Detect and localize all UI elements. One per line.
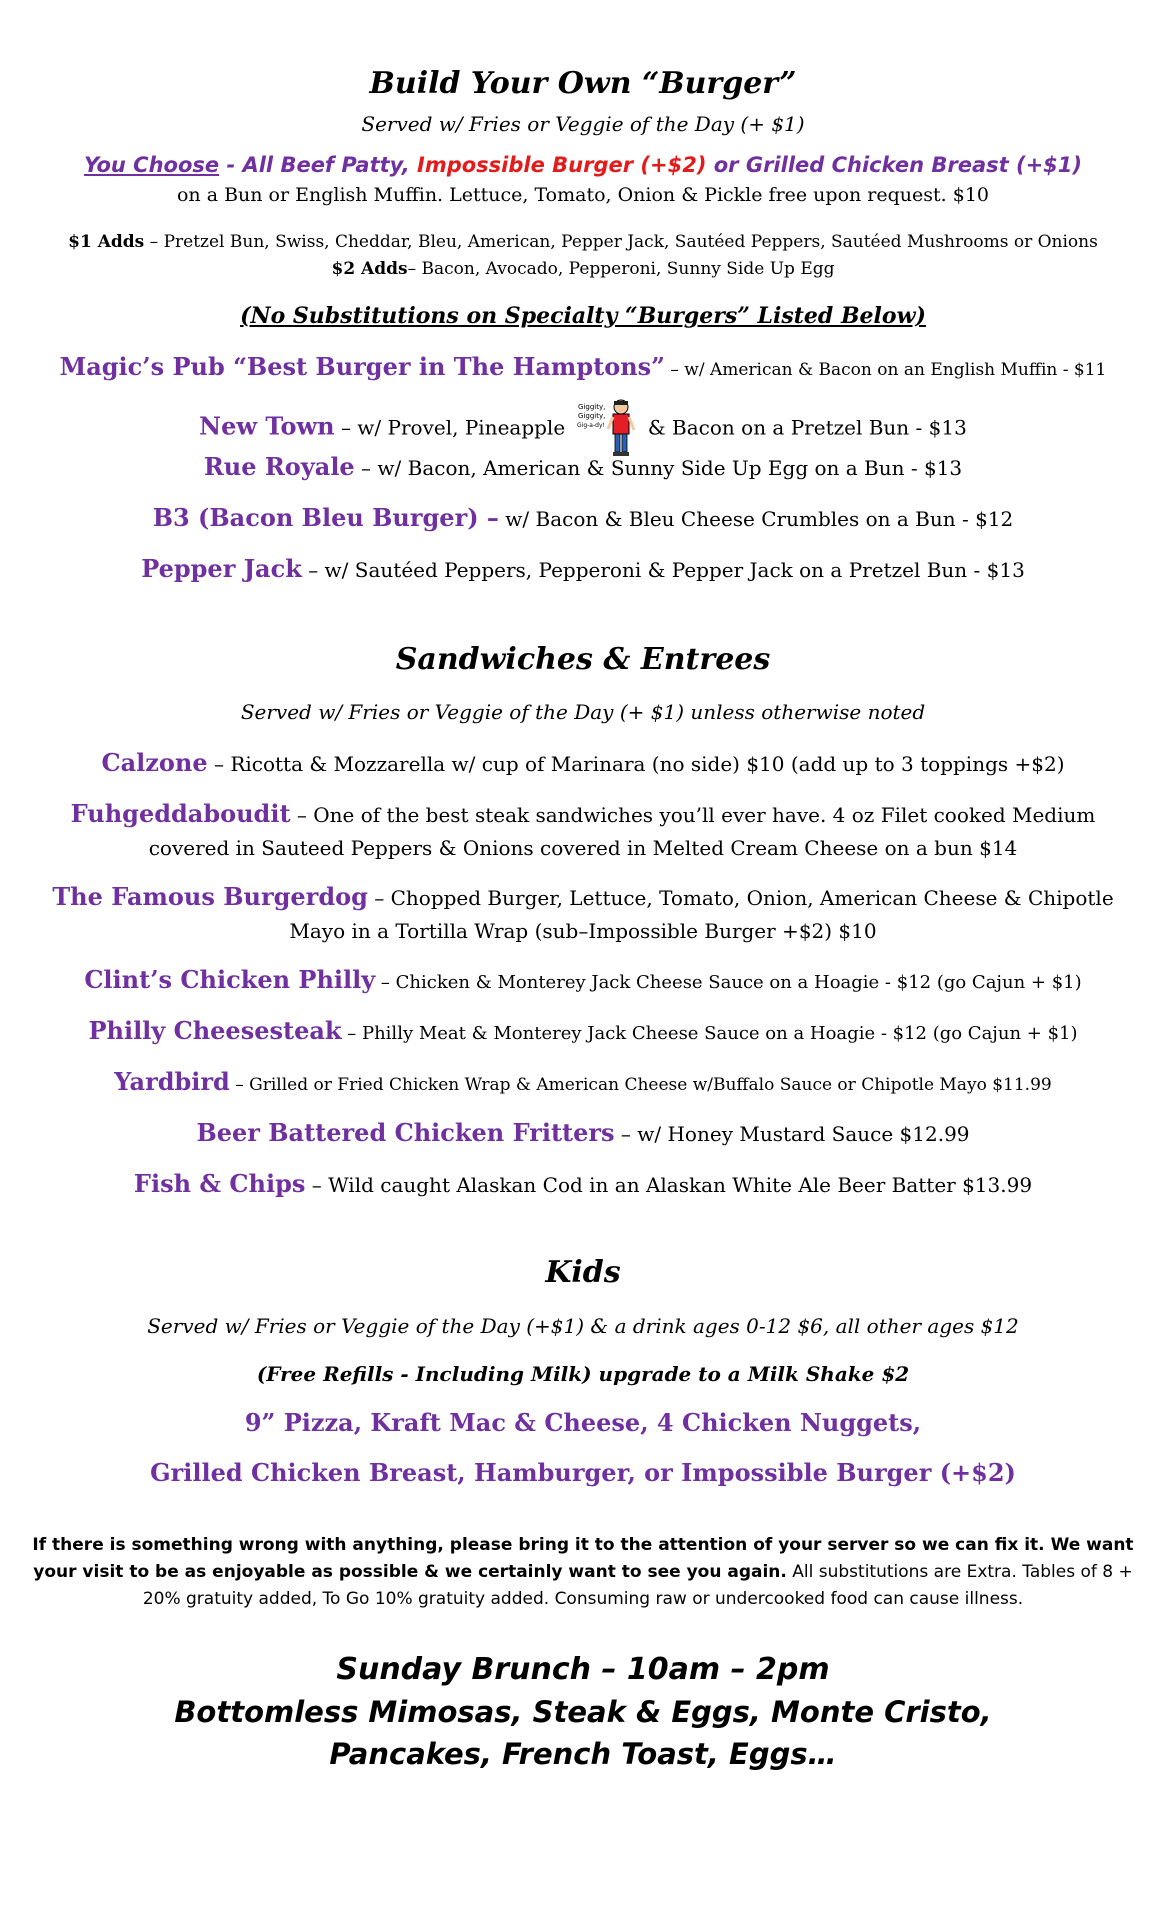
burger-served-note: Served w/ Fries or Veggie of the Day (+ $1) (361, 112, 805, 136)
kids-items-line-1: 9” Pizza, Kraft Mac & Cheese, 4 Chicken Nuggets, (244, 1408, 922, 1437)
no-substitutions-note: (No Substitutions on Specialty “Burgers” Listed Below) (240, 303, 926, 329)
item-desc: w/ Bacon & Bleu Cheese Crumbles on a Bun - $12 (498, 507, 1014, 531)
svg-text:Giggity,: Giggity, (577, 412, 605, 420)
you-choose-label: You Choose (83, 153, 220, 177)
svg-text:Gig-a-dy!: Gig-a-dy! (576, 422, 605, 429)
menu-item (0, 963, 1166, 999)
burger-choice-line (0, 153, 1166, 177)
menu-item (0, 746, 1166, 781)
item-desc: – Philly Meat & Monterey Jack Cheese Sauce on a Hoagie - $12 (go Cajun + $1) (341, 1023, 1078, 1044)
house-policy-notice (22, 1532, 1144, 1613)
impossible-burger-option: Impossible Burger (+$2) (417, 153, 707, 177)
menu-item (0, 1065, 1166, 1102)
item-desc-continued: Mayo in a Tortilla Wrap (sub–Impossible Burger +$2) $10 (289, 919, 877, 943)
server-notice-bold: If there is something wrong with anything, please bring it to the attention of your server so we can fix it. We want your visit to be as enjoyable as possible & we certainly want to see you again. (32, 1535, 1134, 1582)
item-name: Fish & Chips (133, 1169, 306, 1198)
item-desc-continued: covered in Sauteed Peppers & Onions covered in Melted Cream Cheese on a bun $14 (148, 836, 1018, 860)
brunch-items-line-1: Bottomless Mimosas, Steak & Eggs, Monte Cristo, (174, 1695, 992, 1729)
two-dollar-adds (0, 259, 1166, 279)
menu-item (0, 1116, 1166, 1151)
item-name: Magic’s Pub “Best Burger in The Hamptons” (59, 352, 665, 381)
kids-refills-note: (Free Refills - Including Milk) upgrade to a Milk Shake $2 (256, 1362, 910, 1386)
one-dollar-adds-text: – Pretzel Bun, Swiss, Cheddar, Bleu, American, Pepper Jack, Sautéed Peppers, Sautéed Mushrooms or Onions (144, 232, 1098, 252)
menu-item (0, 797, 1166, 865)
bun-line: on a Bun or English Muffin. Lettuce, Tomato, Onion & Pickle free upon request. $10 (176, 184, 989, 206)
item-desc: – w/ Provel, Pineapple (334, 415, 572, 440)
gratuity-notice: All substitutions are Extra. Tables of 8 + 20% gratuity added, To Go 10% gratuity added. Consuming raw or undercooked food can cause illness. (142, 1562, 1133, 1609)
item-desc: – w/ Sautéed Peppers, Pepperoni & Pepper Jack on a Pretzel Bun - $13 (301, 558, 1025, 582)
brunch-items-line-2: Pancakes, French Toast, Eggs… (329, 1737, 837, 1771)
item-name: Calzone (101, 748, 208, 777)
item-desc: – w/ American & Bacon on an English Muffin - $11 (664, 360, 1107, 380)
svg-text:Giggity,: Giggity, (577, 403, 605, 411)
menu-item (0, 350, 1166, 387)
one-dollar-adds-label: $1 Adds (68, 232, 145, 252)
item-desc: – w/ Bacon, American & Sunny Side Up Egg on a Bun - $13 (354, 456, 963, 480)
two-dollar-adds-text: – Bacon, Avocado, Pepperoni, Sunny Side Up Egg (407, 259, 835, 279)
item-name: The Famous Burgerdog (52, 882, 368, 911)
item-name: Beer Battered Chicken Fritters (196, 1118, 615, 1147)
item-desc: & Bacon on a Pretzel Bun - $13 (641, 415, 967, 440)
kids-served-note: Served w/ Fries or Veggie of the Day (+$1) & a drink ages 0-12 $6, all other ages $12 (147, 1314, 1019, 1338)
item-name: New Town (199, 411, 335, 441)
item-desc: – One of the best steak sandwiches you’ll ever have. 4 oz Filet cooked Medium (290, 803, 1096, 827)
item-name: B3 (Bacon Bleu Burger) – (152, 503, 499, 532)
item-desc: – Chopped Burger, Lettuce, Tomato, Onion, American Cheese & Chipotle (367, 886, 1114, 910)
burger-section-title: Build Your Own “Burger” (369, 66, 797, 101)
menu-item (0, 552, 1166, 587)
brunch-hours: Sunday Brunch – 10am – 2pm (336, 1652, 830, 1687)
menu-item (0, 450, 1166, 485)
one-dollar-adds (0, 232, 1166, 252)
item-desc: – Ricotta & Mozzarella w/ cup of Marinara (no side) $10 (add up to 3 toppings +$2) (207, 752, 1065, 776)
item-desc: – Wild caught Alaskan Cod in an Alaskan White Ale Beer Batter $13.99 (305, 1173, 1033, 1197)
item-name: Yardbird (114, 1067, 230, 1096)
menu-item (0, 880, 1166, 948)
sandwiches-section-title: Sandwiches & Entrees (395, 642, 771, 677)
kids-section-title: Kids (545, 1255, 621, 1290)
item-desc: – Chicken & Monterey Jack Cheese Sauce on a Hoagie - $12 (go Cajun + $1) (375, 972, 1082, 993)
menu-item (0, 1014, 1166, 1050)
sandwiches-served-note: Served w/ Fries or Veggie of the Day (+ $1) unless otherwise noted (240, 700, 926, 724)
beef-patty-option: - All Beef Patty, (219, 153, 418, 177)
item-name: Rue Royale (203, 452, 355, 481)
item-name: Pepper Jack (141, 554, 302, 583)
chicken-breast-option: or Grilled Chicken Breast (+$1) (706, 153, 1082, 177)
item-desc: – w/ Honey Mustard Sauce $12.99 (614, 1122, 970, 1146)
item-desc: – Grilled or Fried Chicken Wrap & American Cheese w/Buffalo Sauce or Chipotle Mayo $11.99 (229, 1075, 1052, 1095)
item-name: Philly Cheesesteak (88, 1016, 342, 1045)
menu-item (0, 1167, 1166, 1202)
menu-item (0, 501, 1166, 536)
item-name: Clint’s Chicken Philly (84, 965, 376, 994)
item-name: Fuhgeddaboudit (70, 799, 291, 828)
two-dollar-adds-label: $2 Adds (331, 259, 408, 279)
kids-items-line-2: Grilled Chicken Breast, Hamburger, or Impossible Burger (+$2) (150, 1458, 1016, 1487)
